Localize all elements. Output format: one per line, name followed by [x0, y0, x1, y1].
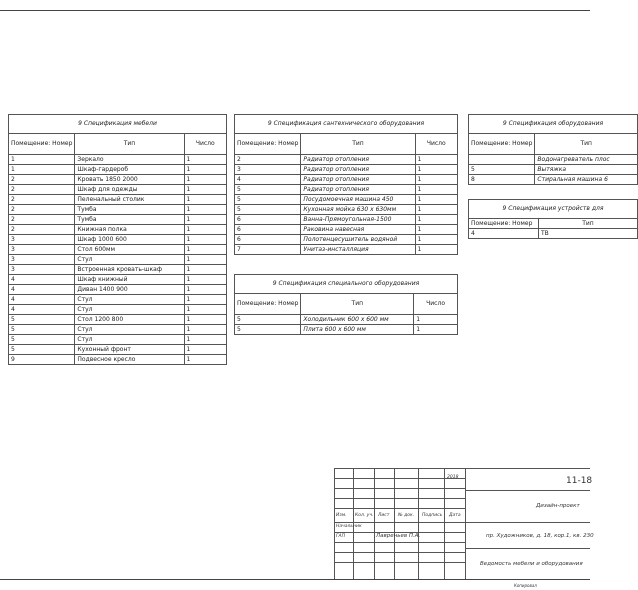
cell-room: 1 — [9, 155, 75, 165]
cell-room: 9 — [9, 355, 75, 365]
person-name: Лавреньев П.А. — [376, 533, 421, 539]
equipment-spec-table — [468, 114, 638, 185]
cell-room: 3 — [9, 245, 75, 255]
col-doc: № док. — [398, 513, 415, 518]
table-row — [9, 355, 227, 365]
cell-room: 5 — [9, 325, 75, 335]
cell-type: Холодильник 600 x 600 мм — [301, 315, 414, 325]
header-type: Тип — [75, 134, 184, 155]
cell-room: 4 — [9, 305, 75, 315]
header-type: Тип — [535, 134, 638, 155]
cell-count: 1 — [415, 225, 457, 235]
table-row — [9, 205, 227, 215]
cell-count: 1 — [415, 205, 457, 215]
cell-room: 2 — [9, 175, 75, 185]
devices-table-clip — [468, 199, 604, 244]
cell-count: 1 — [184, 255, 227, 265]
header-type: Тип — [538, 219, 637, 229]
equipment-table-clip — [468, 114, 610, 194]
cell-room: 2 — [9, 225, 75, 235]
cell-type: Кухонный фронт — [75, 345, 184, 355]
cell-room: 3 — [9, 235, 75, 245]
cell-room: 5 — [469, 165, 535, 175]
cell-count: 1 — [415, 215, 457, 225]
table-row — [235, 325, 458, 335]
table-title: 9 Спецификация оборудования — [469, 115, 638, 134]
cell-room: 3 — [9, 255, 75, 265]
cell-room: 4 — [9, 275, 75, 285]
devices-spec-table — [468, 199, 638, 239]
cell-count: 1 — [184, 345, 227, 355]
cell-room: 5 — [235, 325, 301, 335]
cell-room: 5 — [9, 335, 75, 345]
cell-type: Шкаф книжный — [75, 275, 184, 285]
cell-room: 5 — [235, 205, 301, 215]
cell-count: 1 — [184, 305, 227, 315]
table-title: 9 Спецификация сантехнического оборудования — [235, 115, 458, 134]
cell-count: 1 — [184, 235, 227, 245]
cell-count: 1 — [184, 325, 227, 335]
cell-type: Шкаф для одежды — [75, 185, 184, 195]
table-row — [9, 185, 227, 195]
cell-type: Встроенная кровать-шкаф — [75, 265, 184, 275]
cell-room: 6 — [235, 235, 301, 245]
cell-type: Посудомоечная машина 450 — [301, 195, 415, 205]
cell-type: Унитаз-инсталляция — [301, 245, 415, 255]
cell-room: 2 — [9, 185, 75, 195]
cell-count: 1 — [415, 185, 457, 195]
table-title: 9 Спецификация устройств для — [469, 200, 638, 219]
cell-count: 1 — [184, 315, 227, 325]
table-row — [9, 255, 227, 265]
copied-label: Копировал — [514, 583, 537, 588]
address: пр. Художников, д. 18, кор.1, кв. 230 — [486, 533, 594, 539]
cell-type: Радиатор отопления — [301, 155, 415, 165]
cell-room: 4 — [235, 175, 301, 185]
cell-type: Кухонная мойка 630 x 630мм — [301, 205, 415, 215]
header-count: Число — [415, 134, 457, 155]
cell-count: 1 — [415, 175, 457, 185]
table-row — [235, 155, 458, 165]
cell-type: Пеленальный столик — [75, 195, 184, 205]
cell-room: 2 — [9, 195, 75, 205]
table-row — [235, 245, 458, 255]
cell-count: 1 — [184, 295, 227, 305]
table-row — [9, 285, 227, 295]
cell-type: Диван 1400 900 — [75, 285, 184, 295]
cell-count: 1 — [184, 285, 227, 295]
table-row — [9, 265, 227, 275]
table-row — [235, 195, 458, 205]
table-row — [9, 235, 227, 245]
cell-count: 1 — [414, 325, 458, 335]
col-izm: Изм. — [336, 513, 347, 518]
cell-count: 1 — [415, 245, 457, 255]
table-row — [9, 345, 227, 355]
cell-type: Зеркало — [75, 155, 184, 165]
header-room: Помещение: Номер — [235, 134, 301, 155]
cell-type: Стул — [75, 255, 184, 265]
cell-type: Тумба — [75, 205, 184, 215]
cell-count: 1 — [184, 205, 227, 215]
role-head: Начальник — [336, 524, 362, 529]
cell-count: 1 — [184, 265, 227, 275]
cell-room: 5 — [235, 315, 301, 325]
col-sign: Подпись — [422, 513, 443, 518]
header-room: Помещение: Номер — [469, 219, 539, 229]
table-row — [235, 215, 458, 225]
cell-room: 5 — [235, 185, 301, 195]
cell-room: 4 — [9, 295, 75, 305]
cell-count: 1 — [184, 165, 227, 175]
col-date: Дата — [449, 513, 461, 518]
cell-count: 1 — [184, 155, 227, 165]
cell-type: Шкаф 1000 600 — [75, 235, 184, 245]
cell-room: 2 — [235, 155, 301, 165]
table-title: 9 Спецификация специального оборудования — [235, 275, 458, 294]
cell-type: Книжная полка — [75, 225, 184, 235]
cell-type: Радиатор отопления — [301, 175, 415, 185]
col-list: Лист — [378, 513, 390, 518]
cell-count: 1 — [184, 185, 227, 195]
cell-type: Стул — [75, 335, 184, 345]
cell-room: 6 — [235, 225, 301, 235]
table-row — [469, 155, 638, 165]
table-row — [235, 235, 458, 245]
table-row — [9, 305, 227, 315]
cell-count: 1 — [184, 275, 227, 285]
cell-room: 2 — [9, 215, 75, 225]
cell-room: 2 — [9, 205, 75, 215]
cell-count: 1 — [414, 315, 458, 325]
title-block — [334, 468, 594, 579]
header-count: Число — [184, 134, 227, 155]
header-type: Тип — [301, 294, 414, 315]
sheet-frame-bottom — [0, 579, 590, 580]
sheet-title: Ведомость мебели и оборудования — [480, 561, 583, 567]
cell-type: Полотенцесушитель водяной — [301, 235, 415, 245]
cell-type: Стиральная машина 6 — [535, 175, 638, 185]
cell-room: 5 — [235, 195, 301, 205]
table-row — [235, 315, 458, 325]
sheet-frame-top — [0, 10, 590, 11]
cell-type: ТВ — [538, 229, 637, 239]
cell-count: 1 — [415, 165, 457, 175]
cell-room: 5 — [9, 345, 75, 355]
col-kol: Кол. уч. — [355, 513, 374, 518]
cell-type: Водонагреватель плос — [535, 155, 638, 165]
table-row — [235, 185, 458, 195]
cell-type: Радиатор отопления — [301, 165, 415, 175]
table-row — [469, 229, 638, 239]
table-row — [469, 165, 638, 175]
cell-count: 1 — [184, 245, 227, 255]
cell-type: Вытяжка — [535, 165, 638, 175]
table-row — [469, 175, 638, 185]
project-type: Дизайн-проект — [536, 503, 580, 509]
cell-type: Стул — [75, 305, 184, 315]
cell-room: 5 — [9, 315, 75, 325]
header-type: Тип — [301, 134, 415, 155]
table-row — [9, 155, 227, 165]
table-row — [9, 325, 227, 335]
cell-type: Кровать 1850 2000 — [75, 175, 184, 185]
cell-type: Плита 600 x 600 мм — [301, 325, 414, 335]
cell-type: Стул — [75, 325, 184, 335]
header-room: Помещение: Номер — [9, 134, 75, 155]
cell-room: 4 — [469, 229, 539, 239]
table-row — [9, 225, 227, 235]
table-row — [9, 215, 227, 225]
cell-room: 8 — [469, 175, 535, 185]
cell-count: 1 — [184, 195, 227, 205]
table-row — [9, 315, 227, 325]
header-room: Помещение: Номер — [235, 294, 301, 315]
header-count: Число — [414, 294, 458, 315]
table-row — [9, 195, 227, 205]
cell-count: 1 — [415, 195, 457, 205]
role-gap: ГАП — [336, 534, 345, 539]
cell-count: 1 — [184, 355, 227, 365]
table-row — [235, 225, 458, 235]
cell-count: 1 — [184, 335, 227, 345]
special-equipment-spec-table — [234, 274, 458, 335]
cell-type: Радиатор отопления — [301, 185, 415, 195]
furniture-spec-table — [8, 114, 227, 365]
cell-room — [469, 155, 535, 165]
cell-type: Раковина навесная — [301, 225, 415, 235]
cell-room: 3 — [9, 265, 75, 275]
table-row — [9, 275, 227, 285]
cell-type: Тумба — [75, 215, 184, 225]
cell-count: 1 — [184, 175, 227, 185]
cell-room: 6 — [235, 215, 301, 225]
header-room: Помещение: Номер — [469, 134, 535, 155]
table-row — [9, 165, 227, 175]
table-row — [9, 295, 227, 305]
cell-count: 1 — [184, 215, 227, 225]
cell-type: Шкаф-гардероб — [75, 165, 184, 175]
cell-type: Ванна-Прямоугольная-1500 — [301, 215, 415, 225]
table-row — [9, 245, 227, 255]
cell-type: Стол 600мм — [75, 245, 184, 255]
table-row — [9, 335, 227, 345]
table-row — [9, 175, 227, 185]
cell-room: 3 — [235, 165, 301, 175]
project-code: 11-18 — [566, 476, 593, 486]
cell-type: Стол 1200 800 — [75, 315, 184, 325]
cell-type: Стул — [75, 295, 184, 305]
cell-room: 1 — [9, 165, 75, 175]
table-row — [235, 165, 458, 175]
cell-count: 1 — [184, 225, 227, 235]
table-title: 9 Спецификация мебели — [9, 115, 227, 134]
cell-room: 4 — [9, 285, 75, 295]
cell-count: 1 — [415, 235, 457, 245]
cell-count: 1 — [415, 155, 457, 165]
year-text: 2018 — [447, 475, 459, 480]
cell-room: 7 — [235, 245, 301, 255]
cell-type: Подвесное кресло — [75, 355, 184, 365]
plumbing-spec-table — [234, 114, 458, 255]
table-row — [235, 175, 458, 185]
table-row — [235, 205, 458, 215]
